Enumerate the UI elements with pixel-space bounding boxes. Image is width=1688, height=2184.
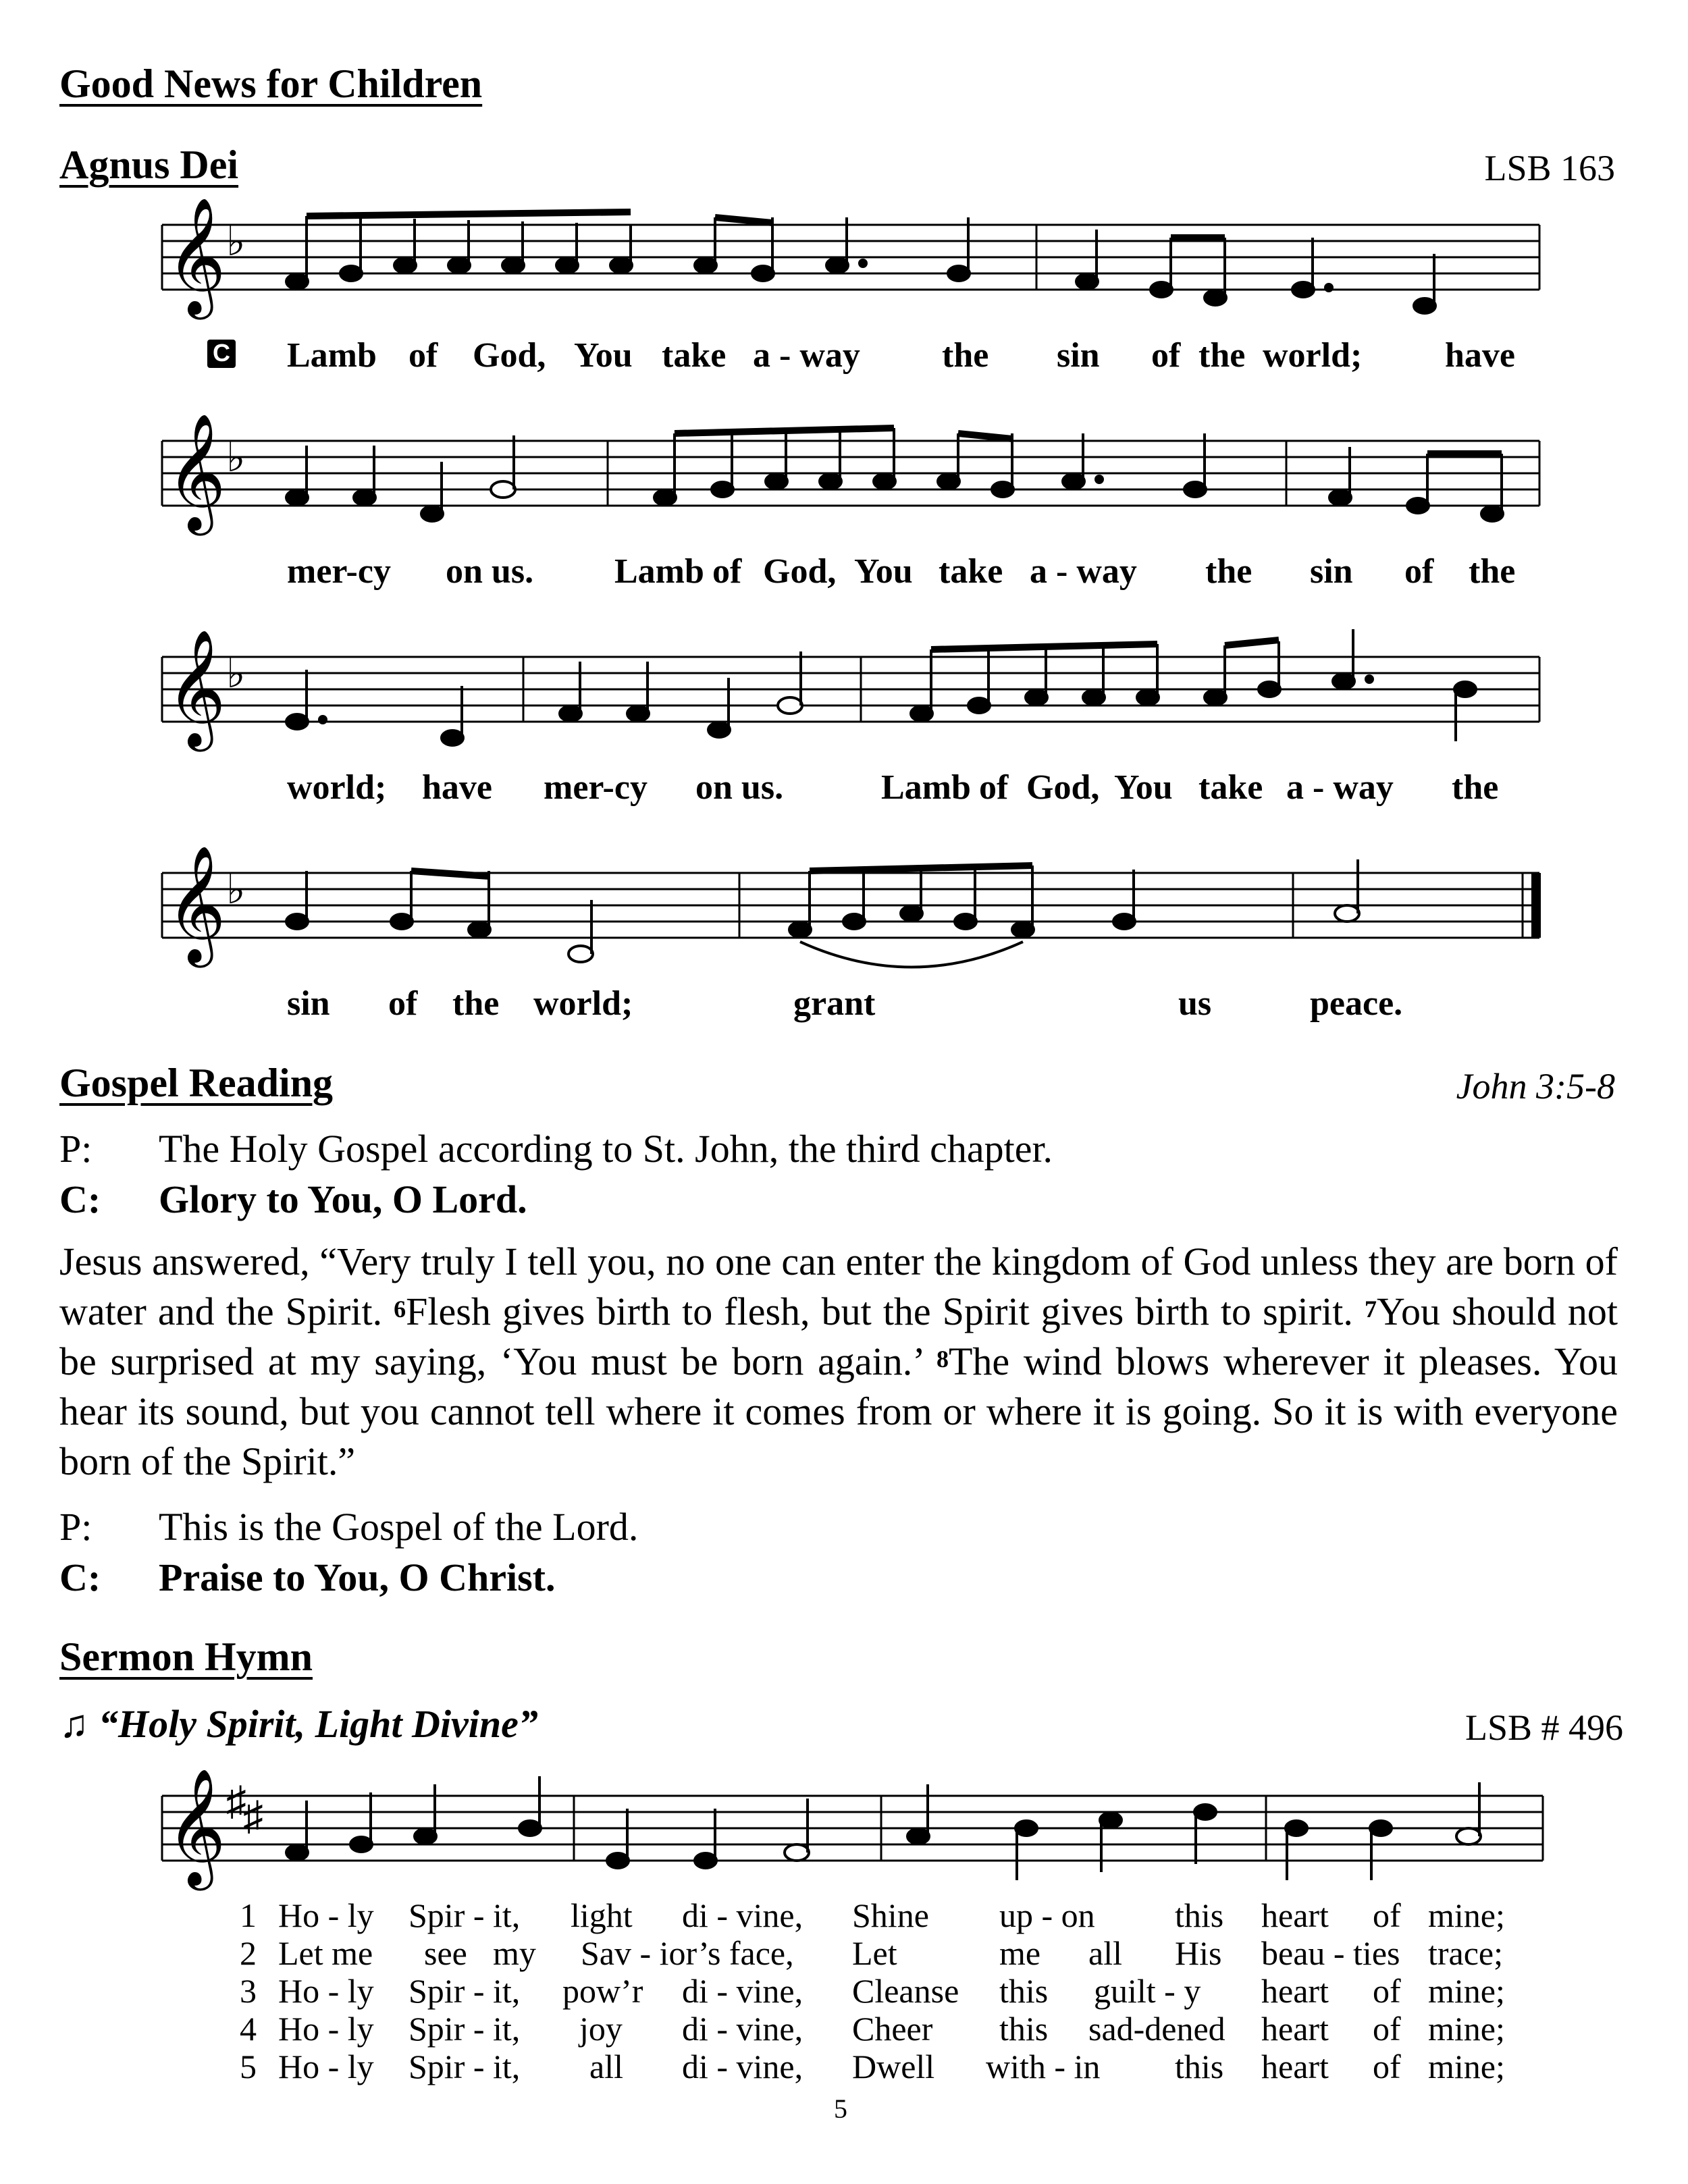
verse-word: all [589, 2048, 623, 2085]
lyric: the [452, 984, 500, 1023]
gospel-text-part: Jesus answered, “Very truly I tell you, no one can enter the kingdom of God unless they are born of water and the Spirit. [59, 1240, 1618, 1333]
verse-word: heart [1261, 2010, 1329, 2048]
lyric: God, [1026, 768, 1100, 807]
pastor-line: This is the Gospel of the Lord. [159, 1505, 639, 1549]
verse-word: my [493, 1934, 536, 1972]
section-title-good-news: Good News for Children [59, 61, 483, 106]
verse-number: 7 [1364, 1296, 1377, 1323]
lyric: God, [763, 552, 837, 591]
flat-icon: ♭ [226, 219, 246, 264]
verse-word: Spir - it, [408, 2048, 521, 2085]
treble-clef-icon: 𝄞 [166, 1772, 226, 1884]
lyric: take [662, 336, 727, 375]
section-title-gospel: Gospel Reading [59, 1061, 334, 1105]
verse-word: light [571, 1896, 633, 1934]
verse-word: of [1373, 2010, 1401, 2048]
verse-number: 5 [240, 2048, 257, 2085]
lyric: of [1404, 552, 1434, 591]
treble-clef-icon: 𝄞 [166, 201, 226, 313]
gospel-text [59, 1237, 1618, 1487]
lyric: the [942, 336, 989, 375]
verse-word: of [1373, 1972, 1401, 2010]
verse-word: of [1373, 1896, 1401, 1934]
sharp-icon: ♯ [243, 1794, 263, 1838]
verse-word: His [1175, 1934, 1222, 1972]
lyric: of [712, 552, 742, 591]
lyric: mer-cy [544, 768, 648, 807]
lyric: have [422, 768, 492, 807]
verse-word: Sav - ior’s face, [581, 1934, 794, 1972]
verse-word: me [999, 1934, 1041, 1972]
verse-word: Ho - ly [278, 2010, 374, 2048]
hymn-title: “Holy Spirit, Light Divine” [99, 1702, 538, 1746]
verse-word: di - vine, [682, 2048, 803, 2085]
verse-word: Spir - it, [408, 1896, 521, 1934]
lyric: sin [1310, 552, 1353, 591]
verse-word: Ho - ly [278, 1972, 374, 2010]
verse-word: joy [579, 2010, 623, 2048]
lyric: of [388, 984, 418, 1023]
verse-number: 1 [240, 1896, 257, 1934]
lyric: mer-cy [287, 552, 391, 591]
lyric: Lamb [614, 552, 704, 591]
pastor-line: The Holy Gospel according to St. John, the third chapter. [159, 1127, 1053, 1171]
verse-word: this [1175, 2048, 1224, 2085]
lyric: a - way [1030, 552, 1137, 591]
congregation-line: Glory to You, O Lord. [159, 1177, 527, 1221]
congregation-line: Praise to You, O Christ. [159, 1555, 556, 1599]
verse-word: di - vine, [682, 1896, 803, 1934]
verse-word: mine; [1428, 1972, 1505, 2010]
staff-3 [162, 657, 1539, 722]
agnus-reference: LSB 163 [1484, 148, 1615, 188]
verse-number: 4 [240, 2010, 257, 2048]
verse-word: heart [1261, 1972, 1329, 2010]
hymn-reference: LSB # 496 [1465, 1707, 1623, 1748]
lyric: Lamb [287, 336, 377, 375]
lyric: God, [473, 336, 546, 375]
lyric: world; [1263, 336, 1363, 375]
verse-word: Cleanse [852, 1972, 959, 2010]
gospel-text-part: Flesh gives birth to flesh, but the Spirit gives birth to spirit. [406, 1289, 1365, 1333]
verse-word: mine; [1428, 2010, 1505, 2048]
lyric: on us. [446, 552, 534, 591]
verse-word: di - vine, [682, 2010, 803, 2048]
lyric: take [1198, 768, 1263, 807]
treble-clef-icon: 𝄞 [166, 849, 226, 961]
lyric: sin [1057, 336, 1100, 375]
lyric: a - way [1286, 768, 1394, 807]
verse-word: Dwell [852, 2048, 935, 2085]
verse-word: di - vine, [682, 1972, 803, 2010]
verse-word: this [999, 1972, 1049, 2010]
lyric: world; [533, 984, 633, 1023]
congregation-label: C: [59, 1555, 101, 1599]
verse-word: Let me [278, 1934, 373, 1972]
lyric: peace. [1310, 984, 1403, 1023]
congregation-label: C: [59, 1177, 101, 1221]
lyric: You [574, 336, 633, 375]
sharp-icon: ♯ [226, 1779, 246, 1823]
page-number: 5 [834, 2094, 847, 2124]
verse-word: heart [1261, 1896, 1329, 1934]
verse-word: sad-dened [1088, 2010, 1225, 2048]
verse-word: Let [852, 1934, 897, 1972]
lyric: sin [287, 984, 330, 1023]
verse-word: trace; [1428, 1934, 1504, 1972]
gospel-text-part: The wind blows wherever it pleases. You hear its sound, but you cannot tell where it comes from or where it is going. So it is with everyone born of the Spirit.” [59, 1339, 1618, 1483]
staff-1 [162, 225, 1539, 290]
hymn-title-row [59, 1701, 538, 1747]
treble-clef-icon: 𝄞 [166, 633, 226, 745]
verse-word: mine; [1428, 2048, 1505, 2085]
lyric: of [408, 336, 438, 375]
verse-word: beau - ties [1261, 1934, 1400, 1972]
gospel-text-part: You should not be surprised at my saying, ‘You must be born again.’ [59, 1289, 1618, 1383]
lyric: take [939, 552, 1003, 591]
verse-word: of [1373, 2048, 1401, 2085]
verse-word: this [1175, 1896, 1224, 1934]
verse-number: 2 [240, 1934, 257, 1972]
verse-word: Spir - it, [408, 1972, 521, 2010]
lyric: of [1151, 336, 1181, 375]
verse-word: Ho - ly [278, 2048, 374, 2085]
verse-word: see [424, 1934, 467, 1972]
section-title-agnus-dei: Agnus Dei [59, 142, 239, 187]
lyric: the [1469, 552, 1516, 591]
verse-word: with - in [986, 2048, 1101, 2085]
flat-icon: ♭ [226, 435, 246, 480]
lyric: world; [287, 768, 387, 807]
lyric: us [1178, 984, 1212, 1023]
verse-word: heart [1261, 2048, 1329, 2085]
verse-word: Spir - it, [408, 2010, 521, 2048]
verse-word: Ho - ly [278, 1896, 374, 1934]
lyric: the [1452, 768, 1499, 807]
verse-word: up - on [999, 1896, 1095, 1934]
gospel-reference: John 3:5-8 [1456, 1066, 1615, 1107]
verse-word: Cheer [852, 2010, 933, 2048]
verse-word: Shine [852, 1896, 929, 1934]
lyric: on us. [695, 768, 784, 807]
lyric: of [979, 768, 1009, 807]
verse-word: pow’r [562, 1972, 643, 2010]
verse-word: guilt - y [1094, 1972, 1201, 2010]
verse-word: mine; [1428, 1896, 1505, 1934]
flat-icon: ♭ [226, 868, 246, 912]
verse-number: 6 [394, 1296, 406, 1323]
verse-word: all [1088, 1934, 1122, 1972]
verse-word: this [999, 2010, 1049, 2048]
lyric: the [1205, 552, 1252, 591]
lyric: have [1445, 336, 1515, 375]
music-note-icon: ♫ [59, 1702, 89, 1746]
pastor-label: P: [59, 1127, 93, 1171]
flat-icon: ♭ [226, 651, 246, 696]
lyric: a - way [753, 336, 860, 375]
lyric: grant [793, 984, 876, 1023]
pastor-label: P: [59, 1505, 93, 1549]
lyric: Lamb [881, 768, 971, 807]
lyric: the [1198, 336, 1246, 375]
lyric: You [1114, 768, 1173, 807]
lyric: You [854, 552, 913, 591]
congregation-marker-label: C [213, 339, 230, 367]
section-title-sermon-hymn: Sermon Hymn [59, 1634, 313, 1679]
slur [800, 942, 1023, 967]
treble-clef-icon: 𝄞 [166, 417, 226, 529]
verse-number: 8 [936, 1346, 949, 1373]
verse-number: 3 [240, 1972, 257, 2010]
